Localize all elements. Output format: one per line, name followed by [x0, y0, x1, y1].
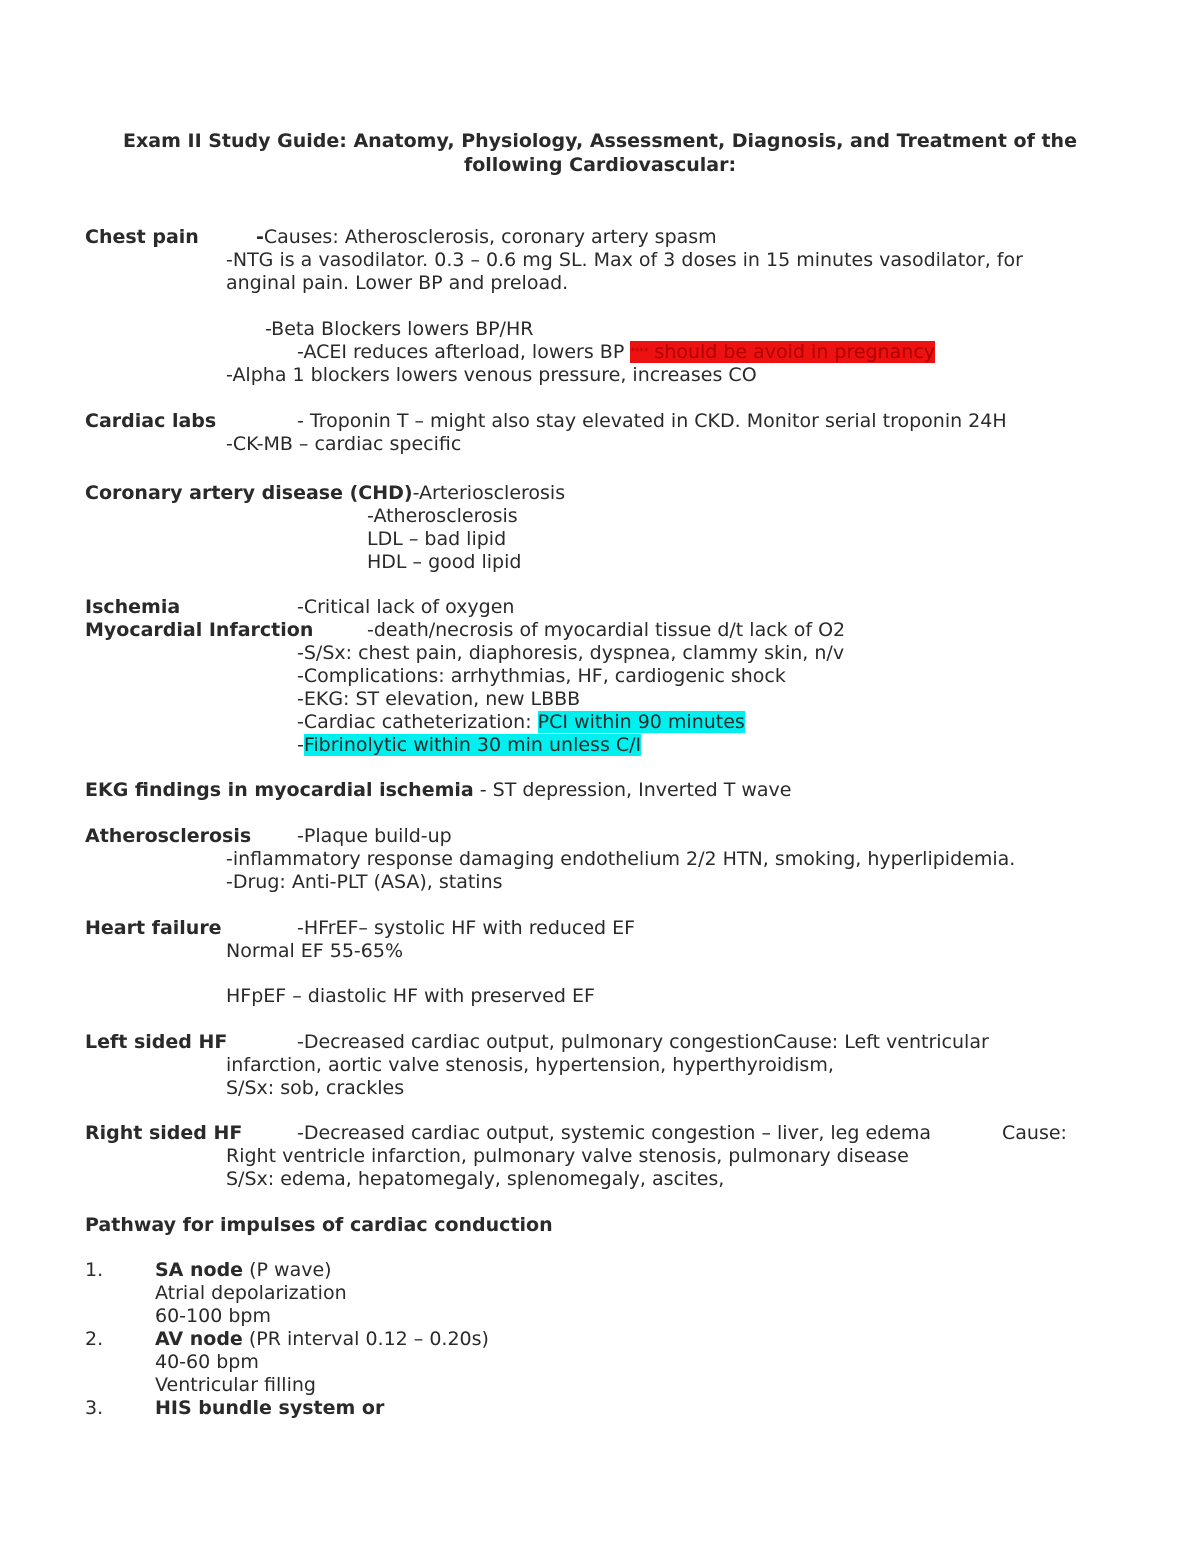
heart-failure-hfpef: HFpEF – diastolic HF with preserved EF [226, 985, 595, 1007]
mi-fibrinolytic [297, 734, 641, 757]
chest-pain-ntg-line-1: -NTG is a vasodilator. 0.3 – 0.6 mg SL. Max of 3 doses in 15 minutes vasodilator, for [226, 249, 1023, 271]
section-heading-mi: Myocardial Infarction [85, 619, 314, 641]
cad-item-ldl: LDL – bad lipid [367, 528, 507, 550]
causes-dash: - [256, 226, 264, 248]
mi-complications: -Complications: arrhythmias, HF, cardiogenic shock [297, 665, 786, 687]
section-heading-heart-failure: Heart failure [85, 917, 222, 939]
mi-symptoms: -S/Sx: chest pain, diaphoresis, dyspnea, clammy skin, n/v [297, 642, 845, 664]
cad-item-arteriosclerosis: -Arteriosclerosis [412, 482, 566, 504]
list-number: 2. [85, 1328, 104, 1350]
warning-text: should be avoid in pregnancy [648, 341, 936, 363]
section-heading-cardiac-labs: Cardiac labs [85, 410, 217, 432]
section-heading-ischemia: Ischemia [85, 596, 181, 618]
chest-pain-alpha-blockers: -Alpha 1 blockers lowers venous pressure, increases CO [226, 364, 757, 386]
document-title-line-2: following Cardiovascular: [463, 154, 737, 176]
ischemia-text: -Critical lack of oxygen [297, 596, 515, 618]
section-heading-atherosclerosis: Atherosclerosis [85, 825, 252, 847]
left-hf-line-1: -Decreased cardiac output, pulmonary congestionCause: Left ventricular [297, 1031, 989, 1053]
list-number: 1. [85, 1259, 104, 1281]
right-hf-line-2: Right ventricle infarction, pulmonary valve stenosis, pulmonary disease [226, 1145, 909, 1167]
section-heading-chest-pain: Chest pain [85, 226, 199, 248]
cad-item-hdl: HDL – good lipid [367, 551, 522, 573]
left-hf-line-3: S/Sx: sob, crackles [226, 1077, 405, 1099]
pregnancy-warning-highlight [630, 341, 935, 363]
right-hf-cause-label: Cause: [1002, 1122, 1067, 1144]
chest-pain-causes [256, 226, 717, 249]
cad-item-atherosclerosis: -Atherosclerosis [367, 505, 518, 527]
av-node-line: 40-60 bpm [155, 1351, 259, 1373]
heart-failure-normal-ef: Normal EF 55-65% [226, 940, 404, 962]
sa-node-detail: (P wave) [243, 1259, 332, 1281]
atherosclerosis-drug: -Drug: Anti-PLT (ASA), statins [226, 871, 503, 893]
document-title-line-1: Exam II Study Guide: Anatomy, Physiology, Assessment, Diagnosis, and Treatment of the [123, 130, 1077, 152]
fibrinolytic-highlight: Fibrinolytic within 30 min unless C/I [303, 734, 642, 756]
cardiac-labs-troponin: - Troponin T – might also stay elevated in CKD. Monitor serial troponin 24H [297, 410, 1007, 432]
sa-node-title: SA node [155, 1259, 244, 1281]
list-number: 3. [85, 1397, 104, 1419]
heart-failure-hfref: -HFrEF– systolic HF with reduced EF [297, 917, 636, 939]
right-hf-line-1: -Decreased cardiac output, systemic congestion – liver, leg edema [297, 1122, 932, 1144]
causes-text: Causes: Atherosclerosis, coronary artery spasm [263, 226, 717, 248]
cath-prefix: -Cardiac catheterization: [297, 711, 538, 733]
pci-highlight: PCI within 90 minutes [537, 711, 745, 733]
av-node-detail: (PR interval 0.12 – 0.20s) [242, 1328, 489, 1350]
av-node-line: Ventricular filling [155, 1374, 316, 1396]
section-heading-right-hf: Right sided HF [85, 1122, 243, 1144]
section-heading-left-hf: Left sided HF [85, 1031, 228, 1053]
chest-pain-ntg-line-2: anginal pain. Lower BP and preload. [226, 272, 569, 294]
atherosclerosis-plaque: -Plaque build-up [297, 825, 452, 847]
mi-catheterization [297, 711, 745, 734]
atherosclerosis-inflammatory: -inflammatory response damaging endothelium 2/2 HTN, smoking, hyperlipidemia. [226, 848, 1016, 870]
list-item-av-node [155, 1328, 489, 1351]
sa-node-line: Atrial depolarization [155, 1282, 347, 1304]
fib-prefix: - [297, 734, 304, 756]
mi-definition: -death/necrosis of myocardial tissue d/t lack of O2 [367, 619, 846, 641]
cad-heading-line [85, 482, 565, 505]
section-heading-ekg-findings: EKG findings in myocardial ischemia [85, 779, 474, 801]
list-item-his-bundle: HIS bundle system or [155, 1397, 385, 1419]
section-heading-pathway: Pathway for impulses of cardiac conduction [85, 1214, 553, 1236]
sa-node-line: 60-100 bpm [155, 1305, 271, 1327]
mi-ekg: -EKG: ST elevation, new LBBB [297, 688, 581, 710]
section-heading-cad: Coronary artery disease (CHD) [85, 482, 413, 504]
right-hf-line-3: S/Sx: edema, hepatomegaly, splenomegaly, ascites, [226, 1168, 725, 1190]
list-item-sa-node [155, 1259, 332, 1282]
left-hf-line-2: infarction, aortic valve stenosis, hypertension, hyperthyroidism, [226, 1054, 834, 1076]
ekg-findings-line [85, 779, 791, 802]
ekg-findings-text: - ST depression, Inverted T wave [473, 779, 792, 801]
chest-pain-acei [297, 341, 935, 364]
chest-pain-beta-blockers: -Beta Blockers lowers BP/HR [265, 318, 534, 340]
cardiac-labs-ckmb: -CK-MB – cardiac specific [226, 433, 462, 455]
acei-text: -ACEI reduces afterload, lowers BP [297, 341, 625, 363]
warning-marker: **** [630, 347, 649, 357]
av-node-title: AV node [155, 1328, 243, 1350]
